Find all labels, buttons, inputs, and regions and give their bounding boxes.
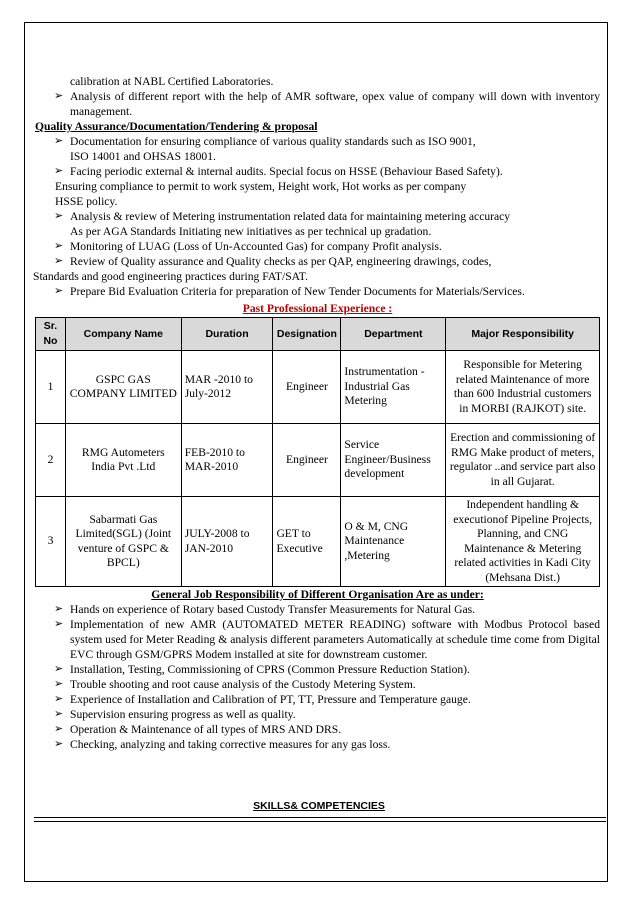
bullet-item: ➢ Analysis of different report with the help of AMR software, opex value of company will down with inventory management.: [54, 90, 600, 118]
arrow-bullet-icon: ➢: [54, 603, 64, 615]
arrow-bullet-icon: ➢: [54, 240, 64, 252]
col-header-designation: Designation: [273, 318, 341, 351]
col-header-responsibility: Major Responsibility: [446, 318, 600, 351]
arrow-bullet-icon: ➢: [54, 135, 64, 147]
cell-company: GSPC GAS COMPANY LIMITED: [65, 351, 181, 424]
cell-department: Service Engineer/Business development: [341, 424, 446, 497]
arrow-bullet-icon: ➢: [54, 723, 64, 735]
general-responsibility-title: General Job Responsibility of Different Organisation Are as under:: [151, 588, 484, 601]
list-item: ➢ Checking, analyzing and taking corrective measures for any gas loss.: [54, 738, 391, 751]
skills-heading: SKILLS& COMPETENCIES: [253, 800, 385, 812]
cell-department: O & M, CNG Maintenance ,Metering: [341, 497, 446, 587]
bullet-item: ➢ Documentation for ensuring compliance of various quality standards such as ISO 9001,: [54, 135, 476, 148]
experience-title: Past Professional Experience :: [242, 302, 393, 315]
arrow-bullet-icon: ➢: [54, 90, 64, 102]
list-item: ➢ Installation, Testing, Commissioning of CPRS (Common Pressure Reduction Station).: [54, 663, 470, 676]
cell-responsibility: Responsible for Metering related Maintenance of more than 600 Industrial customers in MORBI (RAJKOT) site.: [446, 351, 600, 424]
text-line: Standards and good engineering practices during FAT/SAT.: [33, 270, 308, 283]
col-header-company: Company Name: [65, 318, 181, 351]
text-line: Ensuring compliance to permit to work system, Height work, Hot works as per company: [55, 180, 467, 193]
list-item: ➢ Hands on experience of Rotary based Custody Transfer Measurements for Natural Gas.: [54, 603, 476, 616]
arrow-bullet-icon: ➢: [54, 663, 64, 675]
cell-designation: Engineer: [273, 351, 341, 424]
text-line: ISO 14001 and OHSAS 18001.: [70, 150, 216, 163]
cell-company: Sabarmati Gas Limited(SGL) (Joint venture of GSPC & BPCL): [65, 497, 181, 587]
arrow-bullet-icon: ➢: [54, 255, 64, 267]
bullet-item: ➢ Review of Quality assurance and Quality checks as per QAP, engineering drawings, codes,: [54, 255, 492, 268]
arrow-bullet-icon: ➢: [54, 693, 64, 705]
experience-table: [35, 317, 600, 587]
list-item: ➢ Trouble shooting and root cause analysis of the Custody Metering System.: [54, 678, 416, 691]
cell-department: Instrumentation - Industrial Gas Metering: [341, 351, 446, 424]
list-item: ➢ Supervision ensuring progress as well as quality.: [54, 708, 296, 721]
list-item: ➢ Implementation of new AMR (AUTOMATED METER READING) software with Modbus Protocol based system used for Meter Reading & analysis different parameters Automatically at schedule time come from Digital EVC through GSM/GPRS Modem installed at site for downstream customer.: [54, 618, 600, 661]
cell-designation: GET to Executive: [273, 497, 341, 587]
table-row: [36, 351, 600, 424]
cell-sr: 1: [36, 351, 66, 424]
bullet-item: ➢ Analysis & review of Metering instrumentation related data for maintaining metering accuracy: [54, 210, 511, 223]
cell-designation: Engineer: [273, 424, 341, 497]
document-body: [35, 74, 600, 752]
cell-duration: JULY-2008 to JAN-2010: [181, 497, 273, 587]
cell-sr: 3: [36, 497, 66, 587]
cell-sr: 2: [36, 424, 66, 497]
table-row: [36, 424, 600, 497]
bullet-item: ➢ Monitoring of LUAG (Loss of Un-Accounted Gas) for company Profit analysis.: [54, 240, 442, 253]
table-row: [36, 497, 600, 587]
col-header-duration: Duration: [181, 318, 273, 351]
cell-duration: FEB-2010 to MAR-2010: [181, 424, 273, 497]
list-item: ➢ Experience of Installation and Calibration of PT, TT, Pressure and Temperature gauge.: [54, 693, 471, 706]
text-line: HSSE policy.: [55, 195, 118, 208]
arrow-bullet-icon: ➢: [54, 210, 64, 222]
list-item: ➢ Operation & Maintenance of all types of MRS AND DRS.: [54, 723, 342, 736]
arrow-bullet-icon: ➢: [54, 708, 64, 720]
divider: [34, 817, 606, 818]
arrow-bullet-icon: ➢: [54, 738, 64, 750]
arrow-bullet-icon: ➢: [54, 165, 64, 177]
cell-responsibility: Erection and commissioning of RMG Make product of meters, regulator ..and service part also in all Gujarat.: [446, 424, 600, 497]
cell-company: RMG Autometers India Pvt .Ltd: [65, 424, 181, 497]
arrow-bullet-icon: ➢: [54, 618, 64, 630]
cell-duration: MAR -2010 to July-2012: [181, 351, 273, 424]
cell-responsibility: Independent handling & executionof Pipeline Projects, Planning, and CNG Maintenance & Metering related activities in Kadi City (Mehsana Dist.): [446, 497, 600, 587]
divider: [34, 821, 606, 822]
table-header-row: [36, 318, 600, 351]
bullet-item: ➢ Prepare Bid Evaluation Criteria for preparation of New Tender Documents for Materials/Services.: [54, 285, 525, 298]
bullet-item: ➢ Facing periodic external & internal audits. Special focus on HSSE (Behaviour Based Safety).: [54, 165, 503, 178]
text-line: calibration at NABL Certified Laboratories.: [70, 75, 274, 88]
text-line: As per AGA Standards Initiating new initiatives as per technical up gradation.: [70, 225, 432, 238]
arrow-bullet-icon: ➢: [54, 285, 64, 297]
arrow-bullet-icon: ➢: [54, 678, 64, 690]
col-header-sr: Sr. No: [36, 318, 66, 351]
col-header-department: Department: [341, 318, 446, 351]
section-heading-quality: Quality Assurance/Documentation/Tendering & proposal: [35, 120, 318, 133]
